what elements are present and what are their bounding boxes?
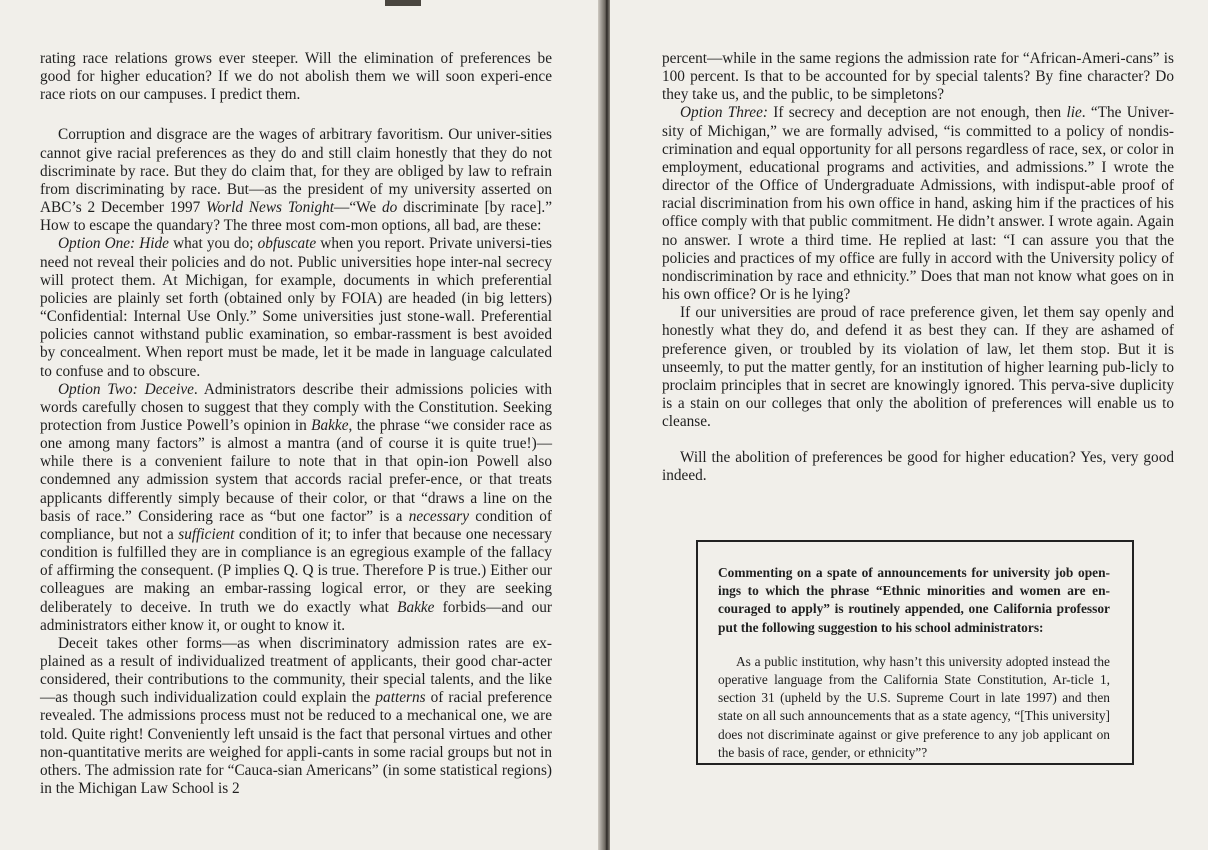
left-page-text (40, 50, 552, 798)
paragraph: rating race relations grows ever steeper. Will the elimination of preferences be good for higher education? If we do not abolish them we will soon experi-ence race riots on our campuses. I predict them. (40, 50, 552, 104)
sidebar-box (696, 540, 1134, 765)
paragraph: Corruption and disgrace are the wages of arbitrary favoritism. Our univer-sities cannot give racial preferences as they do and still claim honestly that they do not discriminate by race. But they do claim that, for they are obliged by law to refrain from discriminating by race. But—as the president of my university asserted on ABC’s 2 December 1997 World News Tonight—“We do discriminate [by race].” How to escape the quandary? The three most com-mon options, all bad, are these: (40, 126, 552, 235)
paragraph: Deceit takes other forms—as when discriminatory admission rates are ex-plained as a result of individualized treatment of applicants, their good char-acter considered, their contributions to the community, their special talents, and the like—as though such individualization could explain the patterns of racial preference revealed. The admissions process must not be reduced to a mechanical one, we are told. Quite right! Conveniently left unsaid is the fact that personal virtues and other non-quantitative merits are weighed for appli-cants in some racial groups but not in others. The admission rate for “Cauca-sian Americans” (in some statistical regions) in the Michigan Law School is 2 (40, 634, 552, 798)
paragraph: Option One: Hide what you do; obfuscate when you report. Private universi-ties need not reveal their policies and do not. Public universities hope inter-nal secrecy will protect them. At Michigan, for example, documents in which preferential policies are plainly set forth (obtained only by FOIA) are headed (in big letters) “Confidential: Internal Use Only.” Some universities just stone-wall. Preferential policies cannot withstand public examination, so embar-rassment is best avoided by concealment. When report must be made, let it be made in language calculated to confuse and to obscure. (40, 235, 552, 380)
paragraph: percent—while in the same regions the admission rate for “African-Ameri-cans” is 100 percent. Is that to be accounted for by special talents? By fine character? Do they take us, and the public, to be simpletons? (662, 50, 1174, 104)
paragraph: If our universities are proud of race preference given, let them say openly and honestly what they do, and defend it as best they can. If they are ashamed of preference given, or troubled by its violation of law, let them stop. But it is unseemly, to put the matter gently, for an institution of higher learning pub-licly to proclaim principles that in secret are knowingly ignored. This perva-sive duplicity is a stain on our colleges that only the abolition of preferences will enable us to cleanse. (662, 304, 1174, 431)
sidebar-quote: As a public institution, why hasn’t this university adopted instead the operative language from the California State Constitution, Ar-ticle 1, section 31 (upheld by the U.S. Supreme Court in late 1997) and then state on all such announcements that as a state agency, “[This university] does not discriminate against or give preference to any job applicant on the basis of race, gender, or ethnicity”? (718, 653, 1110, 760)
binding-mark (385, 0, 421, 6)
paragraph: Will the abolition of preferences be good for higher education? Yes, very good indeed. (662, 449, 1174, 485)
paragraph: Option Three: If secrecy and deception are not enough, then lie. “The Univer-sity of Michigan,” we are formally advised, “is committed to a policy of nondis-crimination and equal opportunity for all persons regardless of race, sex, or color in employment, educational programs and activities, and admissions.” I wrote the director of the Office of Undergraduate Admissions, with indisput-able proof of racial discrimination from his own office in hand, asking him if the practices of his office comply with that public commitment. He didn’t answer. I wrote again. Again no answer. I wrote a third time. He replied at last: “I can assure you that the policies and practices of my office are fully in accord with the University policy of nondiscrimination by race and ethnicity.” Does that man not know what goes on in his own office? Or is he lying? (662, 104, 1174, 304)
paragraph: Option Two: Deceive. Administrators describe their admissions policies with words carefully chosen to suggest that they comply with the Constitution. Seeking protection from Justice Powell’s opinion in Bakke, the phrase “we consider race as one among many factors” is almost a mantra (and of course it is quite true!)—while there is a convenient failure to note that in that opin-ion Powell also condemned any admission system that accords racial prefer-ence, or that treats applicants differently simply because of their color, or that “draws a line on the basis of race.” Considering race as “but one factor” is a necessary condition of compliance, but not a sufficient condition of it; to infer that because one necessary condition is fulfilled they are in compliance is an egregious example of the fallacy of affirming the consequent. (P implies Q. Q is true. Therefore P is true.) Either our colleagues are making an embar-rassing logical error, or they are seeking deliberately to deceive. In truth we do exactly what Bakke forbids—and our administrators either know it, or ought to know it. (40, 380, 553, 634)
left-page (0, 0, 602, 850)
sidebar-lead: Commenting on a spate of announcements for university job open-ings to which the phrase “Ethnic minorities and women are en-couraged to apply” is routinely appended, one California professor put the following suggestion to his school administrators: (718, 565, 1110, 635)
right-page (610, 0, 1208, 850)
right-page-text (662, 50, 1174, 486)
